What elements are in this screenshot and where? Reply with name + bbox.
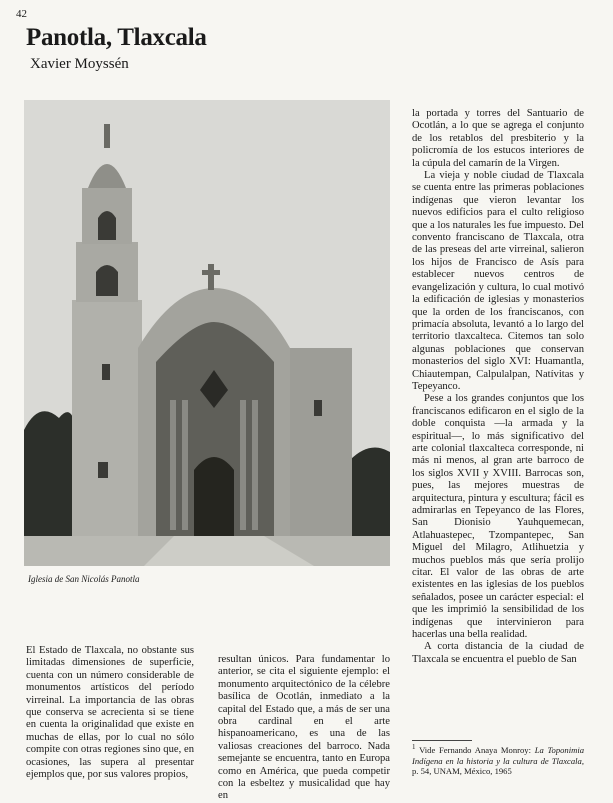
church-illustration — [24, 100, 390, 566]
footnote — [412, 745, 584, 777]
paragraph: La vieja y noble ciudad de Tlaxcala se cuenta entre las primeras poblaciones indígenas que vieron levantar los nuevos edificios para el culto religioso que a los naturales les fue impuesto. Del convento franciscano de Tlaxcala, otra de las preseas del arte virreinal, salieron los hijos de Francisco de Asís para establecer nuevos centros de evangelización y cultura, lo cual motivó la edificación de iglesias y monasterios que la orden de los franciscanos, con primacía absoluta, levantó a lo largo del territorio tlaxcalteca. Citemos tan solo algunas poblaciones que conservan monasterios del siglo XVI: Huamantla, Chiautempan, Calpulalpan, Natívitas y Tepeyanco. — [412, 170, 584, 392]
column-right-1 — [240, 400, 246, 530]
trees-right — [350, 448, 390, 541]
column-left-1 — [170, 400, 176, 530]
trees-left — [24, 411, 76, 540]
tower-window-4 — [98, 462, 108, 478]
page-number: 42 — [16, 8, 27, 20]
tower-window-3 — [102, 364, 110, 380]
column-right-2 — [252, 400, 258, 530]
bottom-middle-column — [218, 654, 390, 802]
footnote-source-title: La Toponimia Indígena en la historia y la cultura de Tlaxcala — [412, 745, 585, 766]
church-door — [194, 457, 234, 538]
paragraph: Pese a los grandes conjuntos que los franciscanos edificaron en el siglo de la doble conquista —la armada y la espiritual—, lo más significativo del arte colonial tlaxcalteca corresponde, ni más ni menos, al gran arte barroco de los siglos XVII y XVIII. Barrocas son, pues, las mejores muestras de arquitectura, pintura y escultura; fácil es admirarlas en Tepeyanco de las Flores, San Dionisio Yauhquemecan, Atlahuastepec, Tzompantepec, San Miguel del Milagro, Atlihuetzia y muchos pueblos más que sería prolijo citar. El valor de las obras de arte existentes en las iglesias de los pueblos señalados, posee un carácter especial: el que les imprimió la sensibilidad de los indígenas que intervinieron para hacerlas una bella realidad. — [412, 393, 584, 641]
author-name: Xavier Moyssén — [30, 56, 129, 72]
footnote-prefix: Vide Fernando Anaya Monroy: — [419, 745, 535, 755]
right-column — [412, 108, 584, 693]
tower-base — [72, 300, 142, 538]
footnote-marker: 1 — [412, 743, 416, 752]
church-photo — [24, 100, 390, 566]
facade-cross — [208, 264, 214, 290]
paragraph: la portada y torres del Santuario de Ocotlán, a lo que se agrega el conjunto de los retablos del presbiterio y la policromía de los estucos interiores de la cúpula del camarín de la Virgen. — [412, 108, 584, 169]
tower-finial — [104, 124, 110, 148]
tower-window-1 — [98, 211, 116, 240]
paragraph: A corta distancia de la ciudad de Tlaxcala se encuentra el pueblo de San — [412, 641, 584, 665]
page-title: Panotla, Tlaxcala — [26, 24, 207, 51]
tower-window-2 — [96, 265, 118, 296]
side-building — [286, 348, 352, 538]
footnote-rule — [412, 740, 472, 741]
photo-caption: Iglesia de San Nicolás Panotla — [28, 574, 140, 584]
paragraph: El Estado de Tlaxcala, no obstante sus limitadas dimensiones de superficie, cuenta con un número considerable de monumentos artísticos del período virreinal. La importancia de las obras que conserva se acrecienta si se tiene en cuenta la originalidad que existe en muchas de ellas, por lo cual no sólo compite con otras regiones sino que, en ocasiones, las supera al presentar ejemplos que, por sus valores propios, — [26, 645, 194, 781]
footnote-details: , p. 54, UNAM, México, 1965 — [412, 755, 584, 776]
bottom-left-column — [26, 645, 194, 785]
facade-cross-bar — [202, 270, 220, 275]
side-window — [314, 400, 322, 416]
column-left-2 — [182, 400, 188, 530]
paragraph: resultan únicos. Para fundamentar lo anterior, se cita el siguiente ejemplo: el monumento arquitectónico de la célebre basílica de Ocotlán, inmediato a la capital del Estado que, a más de ser una obra cardinal en el arte hispanoamericano, es una de las valiosas creaciones del barroco. Nada semejante se encuentra, tanto en Europa como en América, que pueda competir con la esbeltez y musicalidad que hay en — [218, 654, 390, 802]
